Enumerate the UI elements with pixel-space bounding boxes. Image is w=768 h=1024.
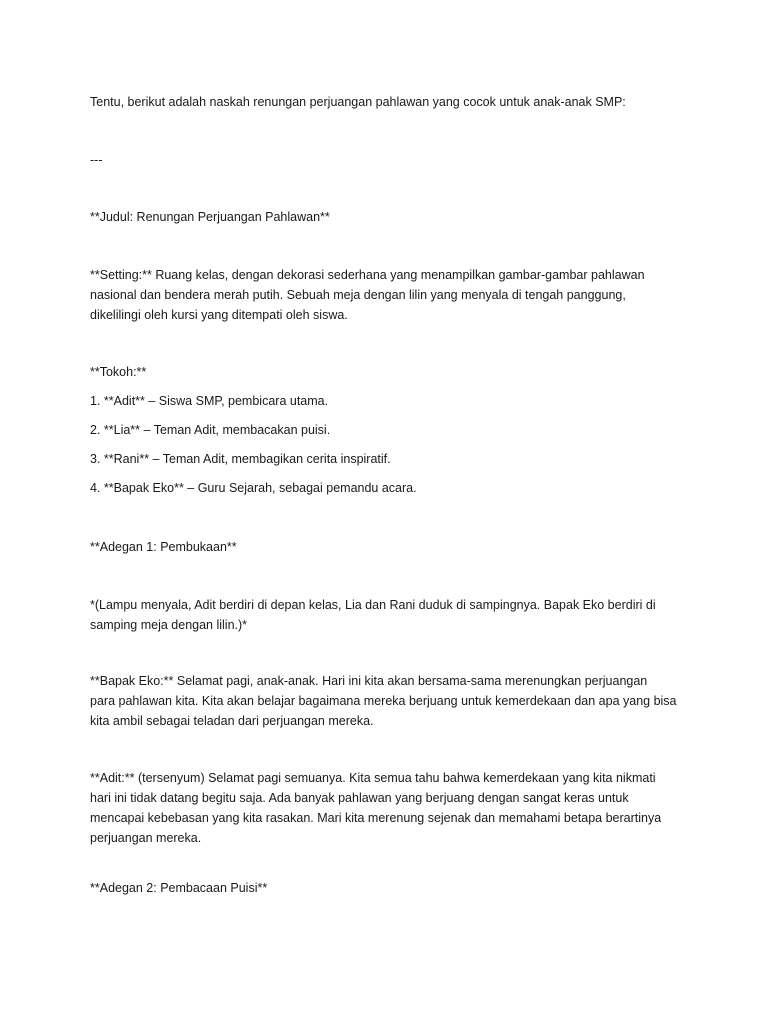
tokoh-item: [90, 478, 690, 498]
stage-direction-line: samping meja dengan lilin.)*: [90, 618, 248, 632]
bapak-eko-line: **Bapak Eko:** Selamat pagi, anak-anak. Hari ini kita akan bersama-sama merenungkan perjuangan: [90, 674, 648, 688]
tokoh-heading: [90, 362, 690, 382]
separator-line: [90, 150, 690, 170]
tokoh-item-text: 3. **Rani** – Teman Adit, membagikan cerita inspiratif.: [90, 452, 391, 466]
title-paragraph: [90, 207, 690, 227]
adit-paragraph: [90, 768, 690, 848]
stage-direction-paragraph: [90, 595, 690, 635]
intro-text: Tentu, berikut adalah naskah renungan perjuangan pahlawan yang cocok untuk anak-anak SMP:: [90, 95, 626, 109]
separator-text: ---: [90, 153, 103, 167]
adegan2-heading-text: **Adegan 2: Pembacaan Puisi**: [90, 881, 268, 895]
adit-line: **Adit:** (tersenyum) Selamat pagi semuanya. Kita semua tahu bahwa kemerdekaan yang kita nikmati: [90, 771, 656, 785]
stage-direction-line: *(Lampu menyala, Adit berdiri di depan kelas, Lia dan Rani duduk di sampingnya. Bapak Eko berdiri di: [90, 598, 656, 612]
bapak-eko-line: kita ambil sebagai teladan dari perjuangan mereka.: [90, 714, 374, 728]
setting-line: dikelilingi oleh kursi yang ditempati oleh siswa.: [90, 308, 348, 322]
adegan1-heading-text: **Adegan 1: Pembukaan**: [90, 540, 237, 554]
adit-line: mencapai kebebasan yang kita rasakan. Mari kita merenung sejenak dan memahami betapa berartinya: [90, 811, 662, 825]
setting-line: **Setting:** Ruang kelas, dengan dekorasi sederhana yang menampilkan gambar-gambar pahlawan: [90, 268, 645, 282]
title-text: **Judul: Renungan Perjuangan Pahlawan**: [90, 210, 330, 224]
tokoh-item-text: 1. **Adit** – Siswa SMP, pembicara utama.: [90, 394, 329, 408]
tokoh-item-text: 2. **Lia** – Teman Adit, membacakan puisi.: [90, 423, 331, 437]
tokoh-heading-text: **Tokoh:**: [90, 365, 147, 379]
setting-line: nasional dan bendera merah putih. Sebuah meja dengan lilin yang menyala di tengah panggung,: [90, 288, 626, 302]
adegan2-heading: [90, 878, 690, 898]
bapak-eko-paragraph: [90, 671, 690, 731]
adegan1-heading: [90, 537, 690, 557]
setting-paragraph: [90, 265, 690, 325]
tokoh-item: [90, 391, 690, 411]
bapak-eko-line: para pahlawan kita. Kita akan belajar bagaimana mereka berjuang untuk kemerdekaan dan apa yang bisa: [90, 694, 677, 708]
tokoh-item-text: 4. **Bapak Eko** – Guru Sejarah, sebagai pemandu acara.: [90, 481, 417, 495]
adit-line: hari ini tidak datang begitu saja. Ada banyak pahlawan yang berjuang dengan sangat keras untuk: [90, 791, 629, 805]
tokoh-item: [90, 449, 690, 469]
tokoh-item: [90, 420, 690, 440]
intro-paragraph: [90, 92, 690, 112]
adit-line: perjuangan mereka.: [90, 831, 202, 845]
